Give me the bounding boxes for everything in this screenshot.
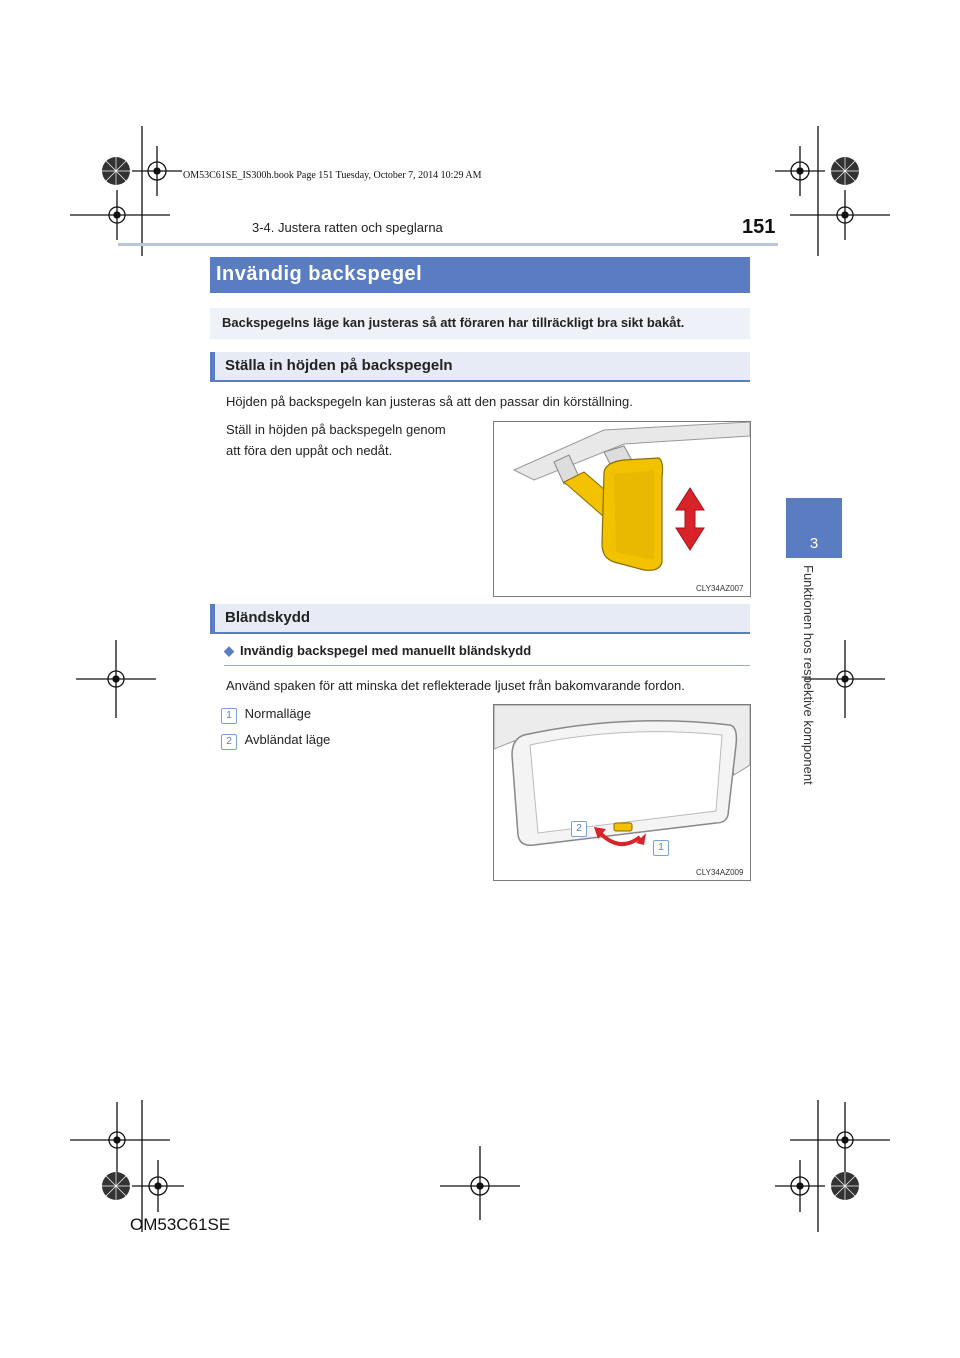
intro-text: Backspegelns läge kan justeras så att föraren har tillräckligt bra sikt bakåt. [210, 308, 750, 339]
height-instruction-line-2: att föra den uppåt och nedåt. [226, 443, 393, 458]
item-number-badge: 2 [221, 734, 237, 750]
up-down-arrow-icon [676, 488, 704, 550]
running-header-section: 3-4. Justera ratten och speglarna [252, 220, 443, 235]
figure-code-height: CLY34AZ007 [696, 584, 744, 593]
mirror-antiglare-illustration [494, 705, 750, 880]
height-section-heading: Ställa in höjden på backspegeln [210, 352, 750, 382]
page-number: 151 [742, 216, 776, 238]
height-instruction [226, 419, 482, 461]
item-label: Avbländat läge [244, 732, 331, 747]
antiglare-subheading-text: Invändig backspegel med manuellt bländskydd [240, 643, 532, 658]
height-adjust-figure [493, 421, 751, 597]
antiglare-item-2 [221, 729, 330, 750]
antiglare-figure [493, 704, 751, 881]
callout-2: 2 [571, 821, 587, 837]
chapter-tab: 3 [786, 498, 842, 558]
book-info-line: OM53C61SE_IS300h.book Page 151 Tuesday, October 7, 2014 10:29 AM [183, 170, 482, 181]
height-paragraph: Höjden på backspegeln kan justeras så att den passar din körställning. [226, 394, 633, 409]
item-number-badge: 1 [221, 708, 237, 724]
item-label: Normalläge [244, 706, 312, 721]
antiglare-paragraph: Använd spaken för att minska det reflekterade ljuset från bakomvarande fordon. [226, 678, 685, 693]
height-instruction-line-1: Ställ in höjden på backspegeln genom [226, 422, 446, 437]
header-rule [118, 243, 778, 246]
page-title: Invändig backspegel [210, 257, 750, 293]
antiglare-item-1 [221, 703, 311, 724]
diamond-bullet-icon: ◆ [224, 643, 234, 658]
figure-code-antiglare: CLY34AZ009 [696, 868, 744, 877]
antiglare-subheading [224, 643, 531, 659]
footer-manual-code: OM53C61SE [130, 1215, 231, 1234]
callout-1: 1 [653, 840, 669, 856]
mirror-height-illustration [494, 422, 750, 596]
antiglare-section-heading: Bländskydd [210, 604, 750, 634]
subheading-rule [224, 665, 750, 666]
chapter-side-title: Funktionen hos respektive komponent [801, 565, 816, 785]
